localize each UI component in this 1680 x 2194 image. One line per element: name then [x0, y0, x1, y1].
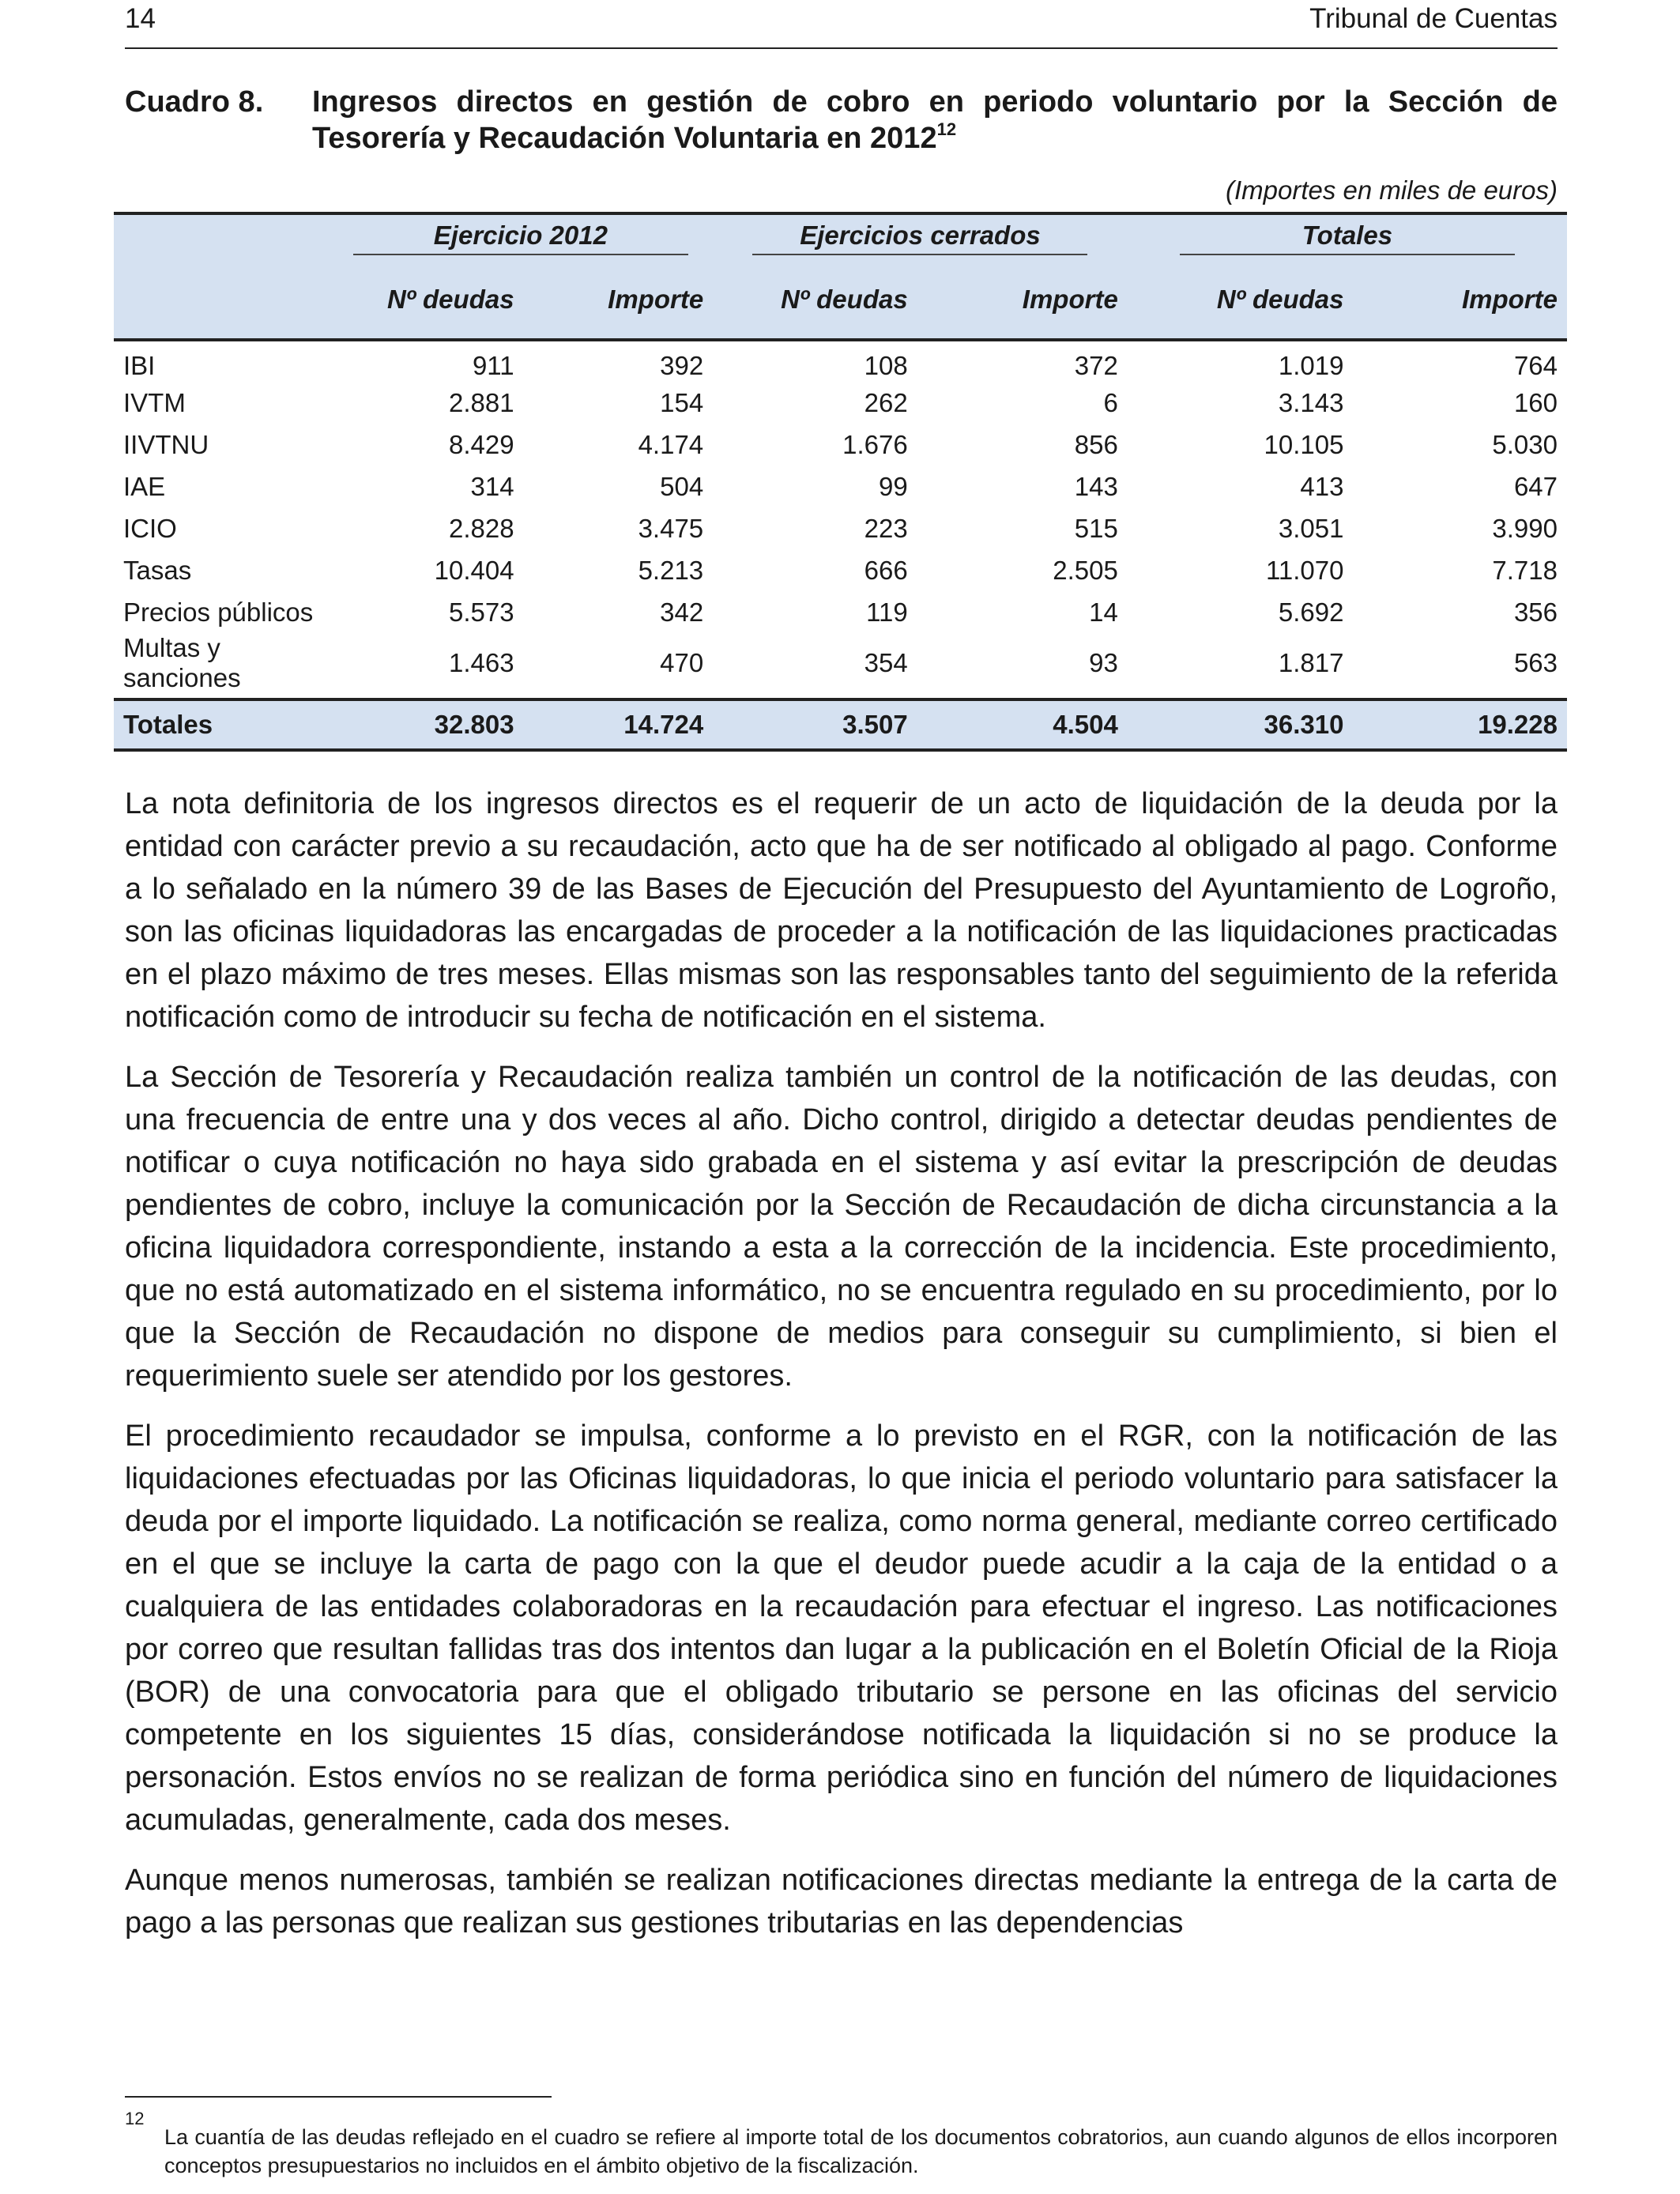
cell: 8.429	[448, 429, 514, 459]
body-text	[125, 782, 1558, 1962]
cell: 3.143	[1278, 387, 1344, 417]
cell: 4.174	[638, 429, 704, 459]
table-row	[114, 507, 1567, 549]
footnote-text: La cuantía de las deudas reflejado en el cuadro se refiere al importe total de los documentos cobratorios, aun cuando algunos de ellos incorporen conceptos presupuestarios no incluidos en el ámbito objetivo de la fiscalización.	[164, 2125, 1558, 2177]
caption-footnote-ref[interactable]: 12	[936, 119, 957, 139]
cell: 14	[1089, 597, 1118, 627]
cell: 99	[878, 471, 908, 501]
footnote-number: 12	[125, 2109, 145, 2128]
cell: 2.828	[448, 513, 514, 543]
row-label: Multas y sanciones	[123, 633, 241, 692]
group-header-totales: Totales	[1128, 213, 1567, 261]
row-label: Tasas	[123, 555, 192, 585]
col-header: Importe	[524, 261, 714, 340]
cell: 3.475	[638, 513, 704, 543]
total-cell: 19.228	[1353, 699, 1567, 750]
total-cell: 14.724	[524, 699, 714, 750]
caption-title: Ingresos directos en gestión de cobro en periodo voluntario por la Sección de Tesorería y Recaudación Voluntaria en 2012	[312, 85, 1558, 155]
total-cell: 36.310	[1128, 699, 1354, 750]
total-cell: 3.507	[713, 699, 917, 750]
table-row	[114, 340, 1567, 382]
cell: 10.404	[434, 555, 514, 585]
caption-text	[312, 84, 1558, 156]
paragraph: El procedimiento recaudador se impulsa, conforme a lo previsto en el RGR, con la notificación de las liquidaciones efectuadas por las Oficinas liquidadoras, lo que inicia el periodo voluntario para satisfacer la deuda por el importe liquidado. La notificación se realiza, como norma general, mediante correo certificado en el que se incluye la carta de pago con la que el deudor puede acudir a la caja de la entidad o a cualquiera de las entidades colaboradoras en la recaudación para efectuar el ingreso. Las notificaciones por correo que resultan fallidas tras dos intentos dan lugar a la publicación en el Boletín Oficial de la Rioja (BOR) de una convocatoria para que el obligado tributario se persone en las oficinas del servicio competente en los siguientes 15 días, considerándose notificada la liquidación si no se produce la personación. Estos envíos no se realizan de forma periódica sino en función del número de liquidaciones acumuladas, generalmente, cada dos meses.	[125, 1419, 1558, 1837]
table-row	[114, 591, 1567, 633]
cell: 160	[1513, 387, 1558, 417]
cell: 413	[1300, 471, 1344, 501]
group-header-row	[114, 213, 1567, 261]
cell: 911	[472, 350, 514, 380]
cell: 3.990	[1492, 513, 1558, 543]
units-note: (Importes en miles de euros)	[1226, 175, 1558, 205]
cell: 6	[1103, 387, 1118, 417]
cell: 372	[1074, 350, 1118, 380]
col-header: Nº deudas	[329, 261, 524, 340]
table-row	[114, 466, 1567, 507]
table-row	[114, 424, 1567, 466]
total-cell: 4.504	[917, 699, 1128, 750]
cell: 3.051	[1278, 513, 1344, 543]
page-header	[125, 0, 1558, 49]
header-corner-2	[114, 261, 329, 340]
paragraph: La Sección de Tesorería y Recaudación realiza también un control de la notificación de las deudas, con una frecuencia de entre una y dos veces al año. Dicho control, dirigido a detectar deudas pendientes de notificar o cuya notificación no haya sido grabada en el sistema y así evitar la prescripción de deudas pendientes de cobro, incluye la comunicación por la Sección de Recaudación de dicha circunstancia a la oficina liquidadora correspondiente, instando a esta a la corrección de la incidencia. Este procedimiento, que no está automatizado en el sistema informático, no se encuentra regulado en su procedimiento, por lo que la Sección de Recaudación no dispone de medios para conseguir su cumplimiento, si bien el requerimiento suele ser atendido por los gestores.	[125, 1061, 1558, 1393]
col-header: Nº deudas	[1128, 261, 1354, 340]
table-row	[114, 633, 1567, 699]
totals-row	[114, 699, 1567, 750]
cell: 93	[1089, 648, 1118, 677]
cell: 5.692	[1278, 597, 1344, 627]
cell: 108	[864, 350, 908, 380]
cell: 1.463	[448, 648, 514, 677]
paragraph: La nota definitoria de los ingresos directos es el requerir de un acto de liquidación de la deuda por la entidad con carácter previo a su recaudación, acto que ha de ser notificado al obligado al pago. Conforme a lo señalado en la número 39 de las Bases de Ejecución del Presupuesto del Ayuntamiento de Logroño, son las oficinas liquidadoras las encargadas de proceder a la notificación de las liquidaciones practicadas en el plazo máximo de tres meses. Ellas mismas son las responsables tanto del seguimiento de la referida notificación como de introducir su fecha de notificación en el sistema.	[125, 787, 1558, 1034]
row-label: Precios públicos	[123, 597, 314, 627]
cell: 143	[1074, 471, 1118, 501]
cell: 856	[1074, 429, 1118, 459]
cell: 10.105	[1264, 429, 1344, 459]
cell: 5.213	[638, 555, 704, 585]
cell: 515	[1074, 513, 1118, 543]
cell: 356	[1513, 597, 1558, 627]
table-row	[114, 549, 1567, 591]
cell: 119	[866, 597, 908, 627]
total-cell: 32.803	[329, 699, 524, 750]
cell: 354	[864, 648, 908, 677]
paragraph: Aunque menos numerosas, también se realizan notificaciones directas mediante la entrega de la carta de pago a las personas que realizan sus gestiones tributarias en las dependencias	[125, 1864, 1558, 1940]
cell: 154	[660, 387, 704, 417]
col-header: Nº deudas	[713, 261, 917, 340]
cell: 262	[864, 387, 908, 417]
row-label: ICIO	[123, 513, 177, 543]
totals-label: Totales	[114, 699, 329, 750]
cell: 392	[660, 350, 704, 380]
sub-header-row	[114, 261, 1567, 340]
row-label: IIVTNU	[123, 429, 209, 459]
footnote-separator	[125, 2096, 552, 2098]
cell: 647	[1513, 471, 1558, 501]
cell: 666	[864, 555, 908, 585]
cell: 504	[660, 471, 704, 501]
cell: 2.881	[448, 387, 514, 417]
row-label: IAE	[123, 471, 166, 501]
cell: 223	[864, 513, 908, 543]
group-header-cerrados: Ejercicios cerrados	[713, 213, 1128, 261]
table-row	[114, 382, 1567, 424]
cell: 314	[470, 471, 514, 501]
cell: 1.019	[1278, 350, 1344, 380]
cell: 5.573	[448, 597, 514, 627]
cell: 11.070	[1266, 555, 1344, 585]
header-corner	[114, 213, 329, 261]
cell: 2.505	[1053, 555, 1118, 585]
cell: 342	[660, 597, 704, 627]
cell: 5.030	[1492, 429, 1558, 459]
row-label: IVTM	[123, 387, 186, 417]
cell: 1.817	[1278, 648, 1344, 677]
col-header: Importe	[1353, 261, 1567, 340]
cell: 563	[1513, 648, 1558, 677]
page-number: 14	[125, 3, 156, 34]
header-organization: Tribunal de Cuentas	[1309, 3, 1558, 34]
cell: 1.676	[842, 429, 908, 459]
caption-number: Cuadro 8.	[125, 85, 264, 119]
income-table	[114, 212, 1567, 752]
cell: 470	[660, 648, 704, 677]
group-header-ejercicio: Ejercicio 2012	[329, 213, 714, 261]
cell: 7.718	[1492, 555, 1558, 585]
cell: 764	[1513, 350, 1558, 380]
col-header: Importe	[917, 261, 1128, 340]
row-label: IBI	[123, 350, 156, 380]
